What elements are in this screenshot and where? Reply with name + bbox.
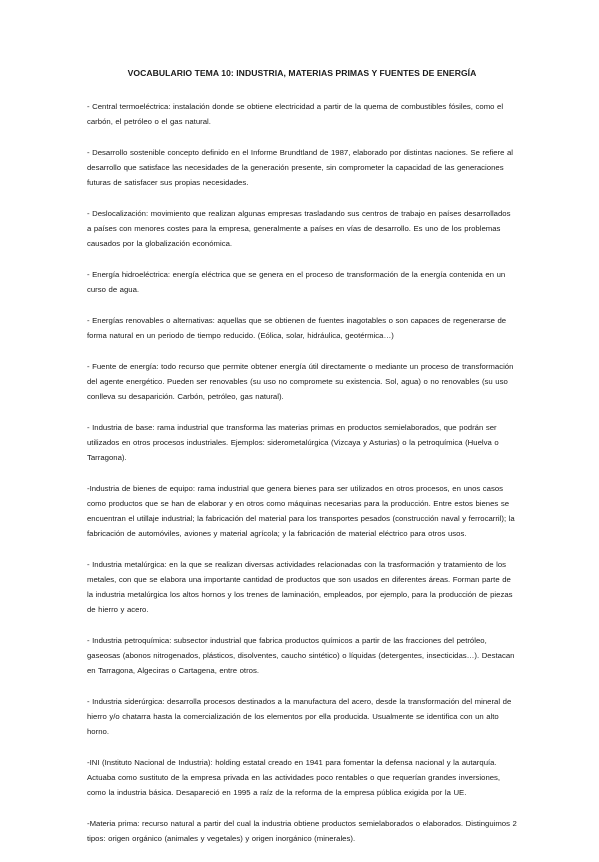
document-page xyxy=(87,68,517,862)
entry-energias-renovables: - Energías renovables o alternativas: aquellas que se obtienen de fuentes inagotables o son capaces de regenerarse de forma natural en un periodo de tiempo reducido. (Eólica, solar, hidráulica, geotérmica…) xyxy=(87,316,507,340)
entry-energia-hidroelectrica: - Energía hidroeléctrica: energía eléctrica que se genera en el proceso de transformación de la energía contenida en un curso de agua. xyxy=(87,270,506,294)
entry-desarrollo-sostenible: - Desarrollo sostenible concepto definido en el Informe Brundtland de 1987, elaborado por distintas naciones. Se refiere al desarrollo que satisface las necesidades de la generación presente, sin comprometer la capacidad de las generaciones futuras de satisfacer sus propias necesidades. xyxy=(87,148,513,187)
entry-deslocalizacion: - Deslocalización: movimiento que realizan algunas empresas trasladando sus centros de trabajo en países desarrollados a países con menores costes para la empresa, generalmente a países en vías de desarrollo. Es uno de los problemas causados por la globalización económica. xyxy=(87,209,511,248)
document-title: VOCABULARIO TEMA 10: INDUSTRIA, MATERIAS PRIMAS Y FUENTES DE ENERGÍA xyxy=(127,68,477,78)
entry-fuente-de-energia: - Fuente de energía: todo recurso que permite obtener energía útil directamente o mediante un proceso de transformación del agente energético. Pueden ser renovables (su uso no compromete su existencia. Sol, agua) o no renovables (su uso conlleva su desaparición. Carbón, petróleo, gas natural). xyxy=(87,362,514,401)
entry-industria-bienes-de-equipo: -Industria de bienes de equipo: rama industrial que genera bienes para ser utilizados en otros procesos, en unos casos como productos que se han de elaborar y en otros como máquinas necesarias para la producción. Entre estos bienes se encuentran el utillaje industrial; la fabricación del material para los transportes pesados (construcción naval y ferrocarril); la fabricación de automóviles, aviones y material agrícola; y la fabricación de material eléctrico para otros usos. xyxy=(87,484,515,538)
entry-central-termoelectrica: - Central termoeléctrica: instalación donde se obtiene electricidad a partir de la quema de combustibles fósiles, como el carbón, el petróleo o el gas natural. xyxy=(87,102,504,126)
entry-industria-de-base: - Industria de base: rama industrial que transforma las materias primas en productos semielaborados, que podrán ser utilizados en otros procesos industriales. Ejemplos: siderometalúrgica (Vizcaya y Asturias) o la petroquímica (Huelva o Tarragona). xyxy=(87,423,499,462)
entry-industria-metalurgica: - Industria metalúrgica: en la que se realizan diversas actividades relacionadas con la trasformación y tratamiento de los metales, con que se elabora una importante cantidad de productos que son usados en diferentes áreas. Forman parte de la industria metalúrgica los altos hornos y los trenes de laminación, empleados, por ejemplo, para la producción de piezas de hierro y acero. xyxy=(87,560,513,614)
entry-ini: -INI (Instituto Nacional de Industria): holding estatal creado en 1941 para fomentar la defensa nacional y la autarquía. Actuaba como sustituto de la empresa privada en las actividades poco rentables o que requerían grandes inversiones, como la industria básica. Desapareció en 1995 a raíz de la reforma de la empresa pública exigida por la UE. xyxy=(87,758,501,797)
entry-industria-siderurgica: - Industria siderúrgica: desarrolla procesos destinados a la manufactura del acero, desde la transformación del mineral de hierro y/o chatarra hasta la comercialización de los elementos por ella producida. Usualmente se identifica con un alto horno. xyxy=(87,697,512,736)
entry-materia-prima: -Materia prima: recurso natural a partir del cual la industria obtiene productos semielaborados o elaborados. Distinguimos 2 tipos: origen orgánico (animales y vegetales) y origen inorgánico (minerales). xyxy=(87,819,517,843)
entry-industria-petroquimica: - Industria petroquímica: subsector industrial que fabrica productos químicos a partir de las fracciones del petróleo, gaseosas (abonos nitrogenados, plásticos, disolventes, caucho sintético) o líquidas (detergentes, insecticidas…). Destacan en Tarragona, Algeciras o Cartagena, entre otros. xyxy=(87,636,515,675)
